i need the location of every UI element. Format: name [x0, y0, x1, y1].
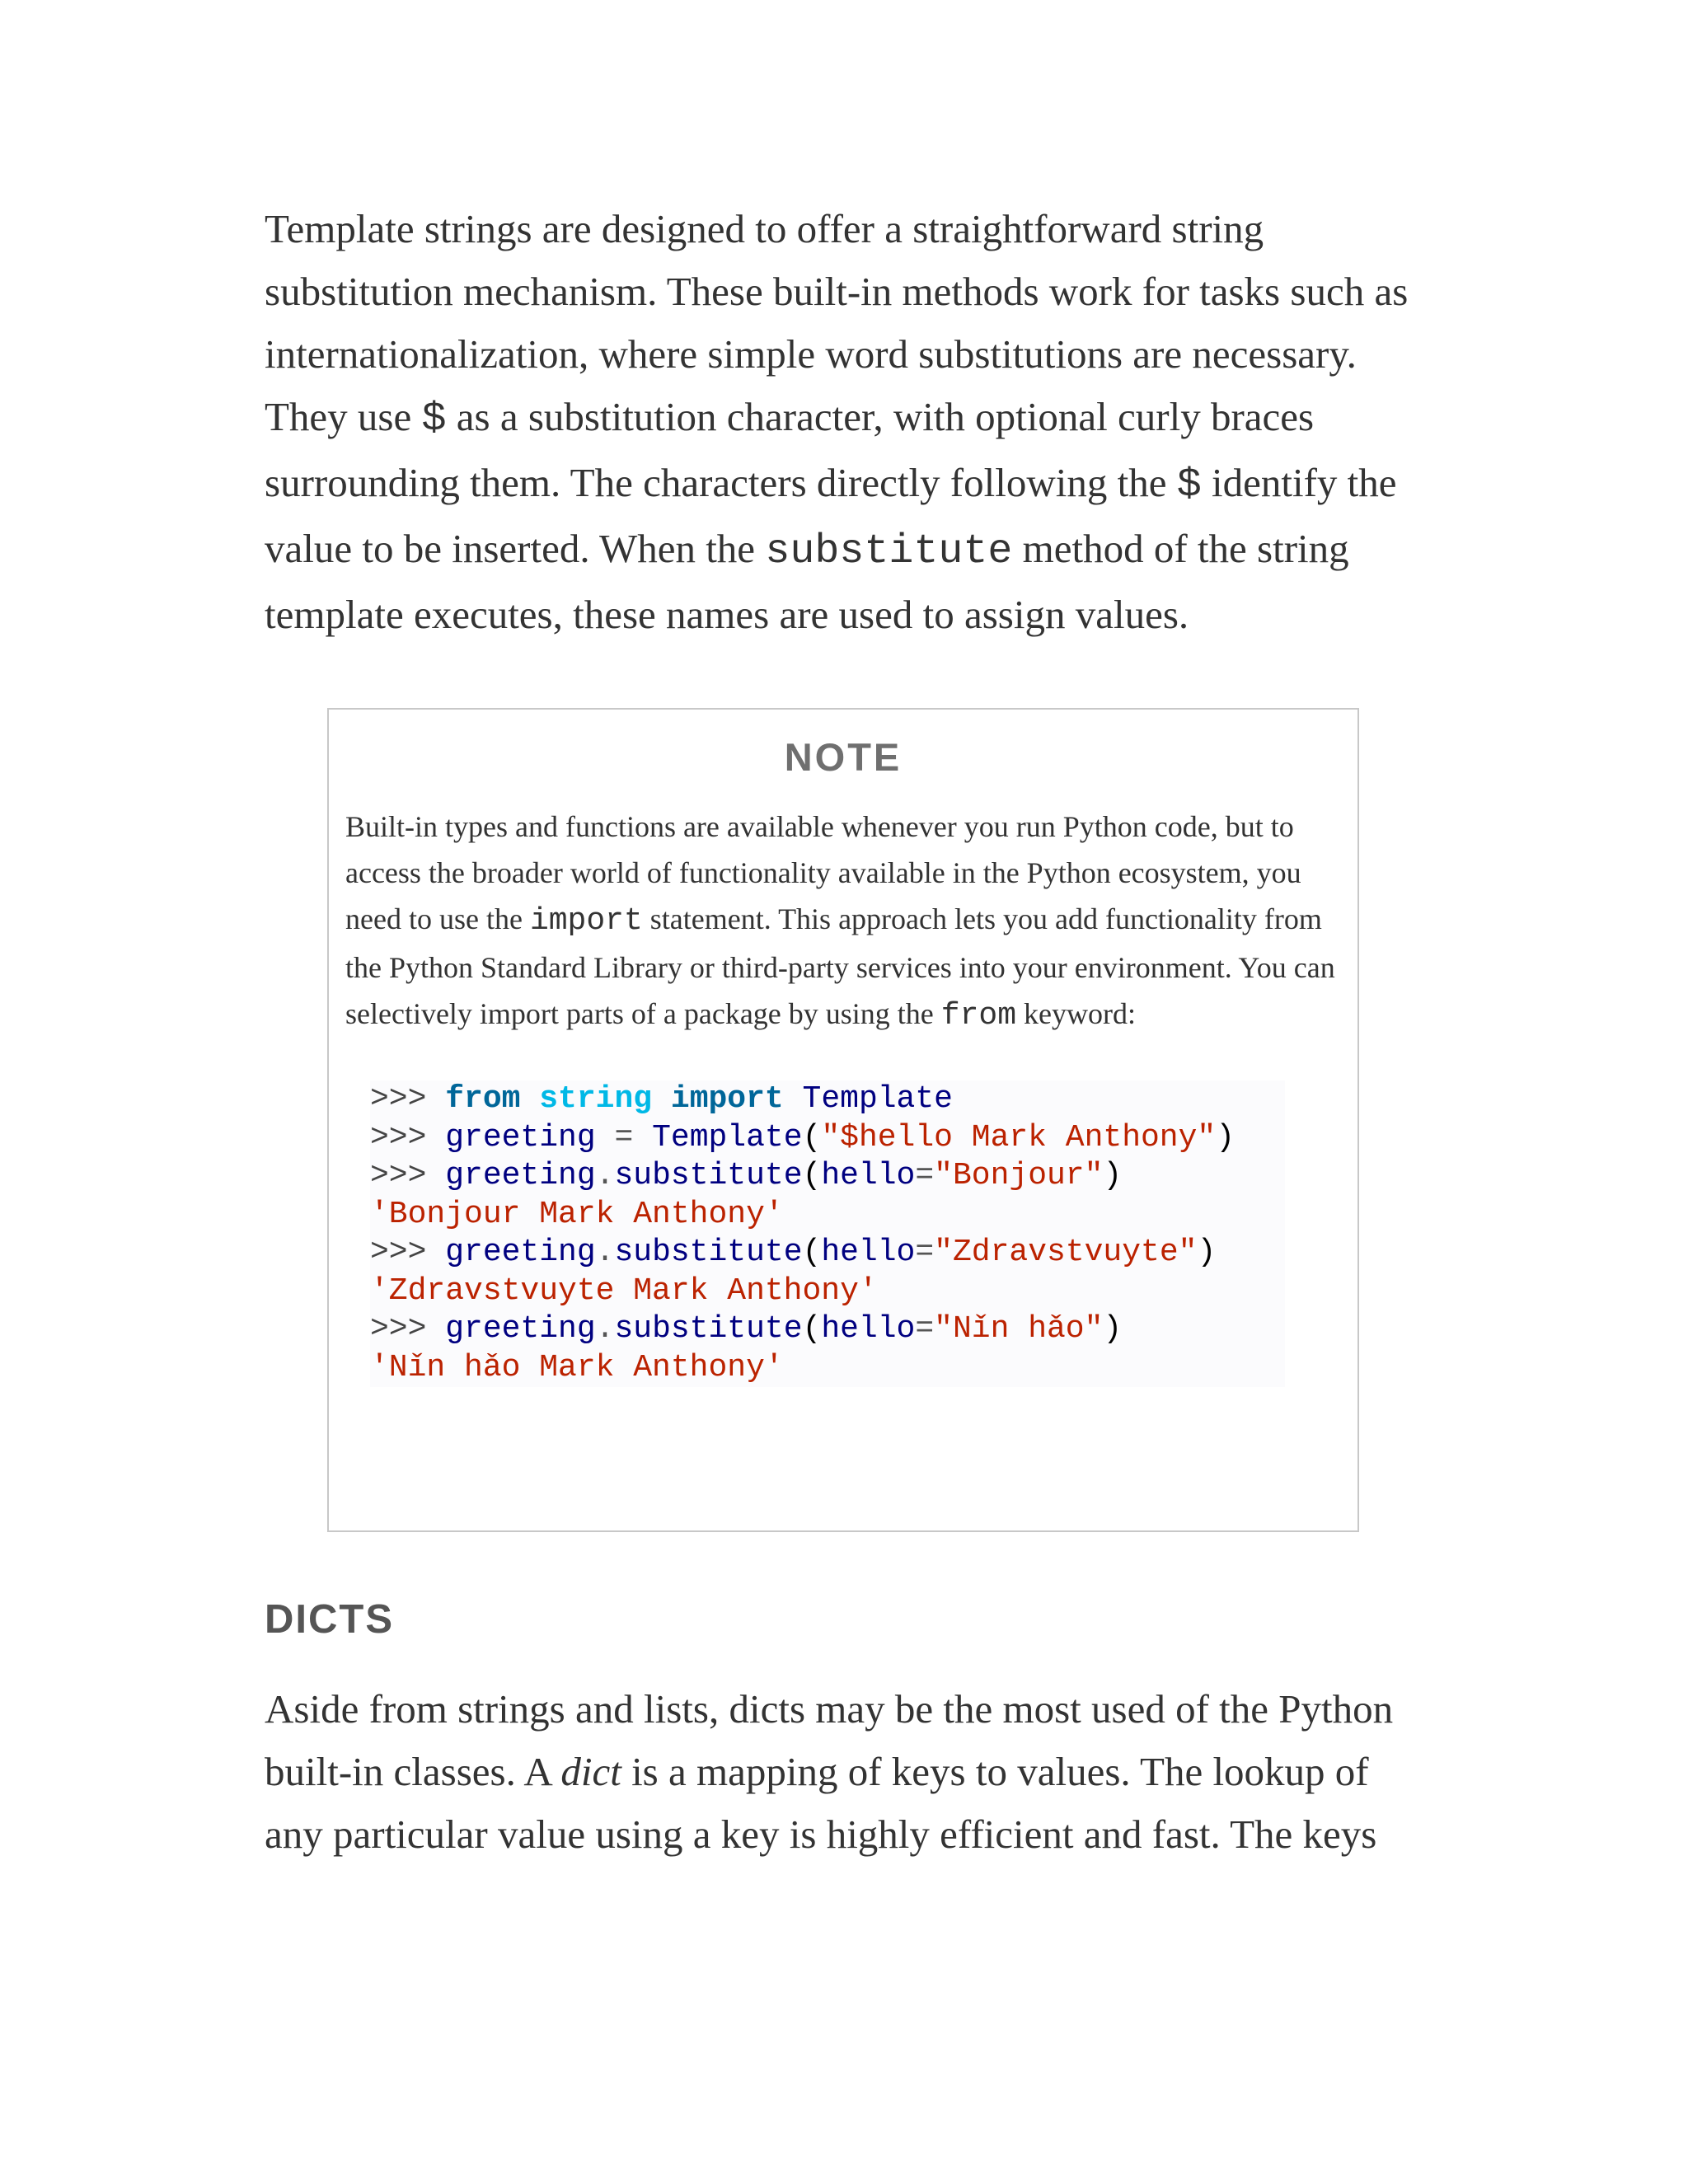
dict-italic: dict — [560, 1749, 621, 1794]
import-code: import — [529, 903, 643, 939]
section-heading: DICTS — [265, 1597, 394, 1642]
dollar-code-1: $ — [421, 396, 447, 443]
note-text-1: Built-in types and functions are available whenever you run Python code, but to access the broader world of functionality available in the Python ecosystem, you need to use the — [345, 810, 1301, 935]
note-text-3: keyword: — [1016, 997, 1136, 1030]
note-paragraph — [345, 804, 1341, 1039]
intro-text-4: method of the string template executes, these names are used to assign values. — [265, 526, 1349, 637]
intro-text-1: Template strings are designed to offer a straightforward string substitution mechanism. These built-in methods work for tasks such as internationalization, where simple word substitutions are necessary. They use — [265, 206, 1409, 439]
note-text-2: statement. This approach lets you add functionality from the Python Standard Library or third-party services into your environment. You can selectively import parts of a package by using the — [345, 902, 1335, 1030]
note-title: NOTE — [784, 735, 903, 779]
from-code: from — [940, 998, 1016, 1033]
code-line: >>> greeting = Template("$hello Mark Anthony") — [370, 1119, 1236, 1155]
intro-section — [265, 198, 1435, 646]
intro-text-3: identify the value to be inserted. When the — [265, 460, 1397, 571]
code-line: >>> greeting.substitute(hello="Bonjour") — [370, 1158, 1123, 1193]
intro-paragraph — [265, 198, 1435, 646]
code-output: 'Zdravstvuyte Mark Anthony' — [370, 1272, 878, 1309]
note-box — [327, 708, 1359, 1532]
dicts-text-2: is a mapping of keys to values. The lookup of any particular value using a key is highly efficient and fast. The keys — [265, 1749, 1377, 1857]
dicts-text-1: Aside from strings and lists, dicts may be the most used of the Python built-in classes. A — [265, 1686, 1394, 1794]
code-output: 'Bonjour Mark Anthony' — [370, 1196, 784, 1232]
code-block — [370, 1080, 1285, 1387]
dollar-code-2: $ — [1176, 462, 1202, 509]
intro-text-2: as a substitution character, with optional curly braces surrounding them. The characters directly following the — [265, 394, 1315, 505]
substitute-code: substitute — [765, 528, 1013, 575]
code-line: >>> greeting.substitute(hello="Nǐn hǎo") — [370, 1311, 1123, 1347]
code-line: >>> greeting.substitute(hello="Zdravstvuyte") — [370, 1235, 1217, 1270]
dicts-paragraph — [265, 1678, 1435, 1866]
code-line: >>> from string import Template — [370, 1081, 953, 1117]
code-output: 'Nǐn hǎo Mark Anthony' — [370, 1349, 784, 1385]
